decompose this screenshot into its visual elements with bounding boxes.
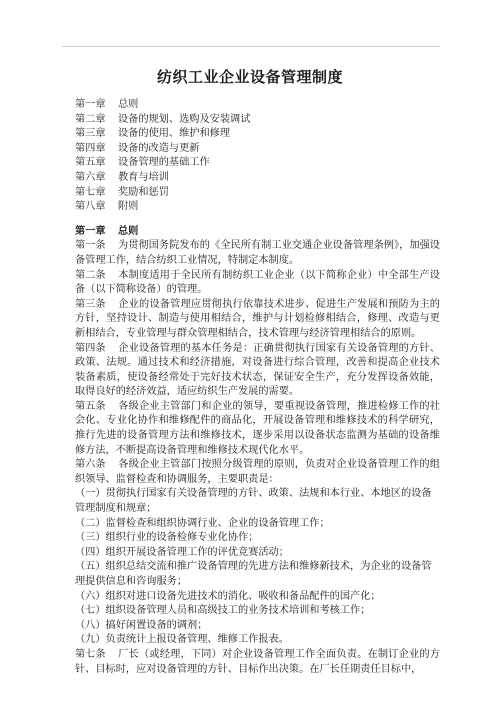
duty-item: （五）组织总结交流和推广设备管理的先进方法和维修新技术，为企业的设备管理提供信息和咨询服务； — [75, 561, 432, 587]
document-title: 纺织工业企业设备管理制度 — [156, 68, 343, 86]
toc-item: 第八章 附则 — [75, 201, 139, 213]
duty-item: （二）监督检查和组织协调行业、企业的设备管理工作； — [75, 517, 330, 529]
chapter-heading: 第一章 总则 — [75, 225, 139, 237]
article-paragraph: 第二条 本制度适用于全民所有制纺织工业企业（以下简称企业）中全部生产设备（以下简称设备）的管理。 — [75, 269, 440, 296]
table-of-contents — [75, 98, 440, 215]
duty-item: （八）搞好闲置设备的调剂； — [75, 619, 208, 631]
article-paragraph: 第六条 各级企业主管部门按照分级管理的原则，负责对企业设备管理工作的组织领导、监督检查和协调服务，主要职责是： — [75, 459, 440, 485]
article-paragraph: 第一条 为贯彻国务院发布的《全民所有制工业交通企业设备管理条例》，加强设备管理工作，结合纺织工业情况，特制定本制度。 — [75, 240, 440, 266]
toc-item: 第三章 设备的使用、维护和修理 — [75, 128, 231, 140]
article-paragraph: 第七条 厂长（或经理，下同）对企业设备管理工作全面负责。在制订企业的方针、目标时，应对设备管理的方针、目标作出决策。在厂长任期责任目标中， — [75, 648, 440, 675]
duty-item: （六）组织对进口设备先进技术的消化、吸收和备品配件的国产化； — [75, 590, 381, 602]
toc-item: 第七章 奖励和惩罚 — [75, 186, 169, 198]
header-rule — [62, 46, 440, 47]
toc-item: 第四章 设备的改造与更新 — [75, 142, 200, 154]
article-paragraph: 第五条 各级企业主管部门和企业的领导，要重视设备管理，推进检修工作的社会化、专业化协作和维修配件的商品化，开展设备管理和维修技术的科学研究，推行先进的设备管理方法和维修技术，逐步采用以设备状态监测为基础的设备维修方法，不断提高设备管理和维修技术现代化水平。 — [75, 400, 440, 456]
toc-item: 第二章 设备的规划、选购及安装调试 — [75, 113, 251, 125]
document-body — [75, 98, 440, 677]
duty-item: （七）组织设备管理人员和高级技工的业务技术培训和考核工作； — [75, 605, 371, 617]
duty-item: （一）贯彻执行国家有关设备管理的方针、政策、法规和本行业、本地区的设备管理制度和规章； — [75, 488, 432, 515]
article-paragraph: 第四条 企业设备管理的基本任务是：正确贯彻执行国家有关设备管理的方针、政策、法规。通过技术和经济措施，对设备进行综合管理，改善和提高企业技术装备素质，使设备经常处于完好技术状态，保证安全生产，充分发挥设备效能，取得良好的经济效益，适应纺织生产发展的需要。 — [75, 342, 440, 398]
duty-item: （九）负责统计上报设备管理、维修工作报表。 — [75, 634, 289, 646]
duty-item: （三）组织行业的设备检修专业化协作； — [75, 532, 259, 544]
duty-item: （四）组织开展设备管理工作的评优竞赛活动； — [75, 546, 289, 558]
article-paragraph: 第三条 企业的设备管理应贯彻执行依靠技术进步、促进生产发展和预防为主的方针，坚持设计、制造与使用相结合，维护与计划检修相结合，修理、改造与更新相结合，专业管理与群众管理相结合，技术管理与经济管理相结合的原则。 — [75, 298, 440, 339]
toc-item: 第六章 教育与培训 — [75, 171, 169, 183]
toc-item: 第五章 设备管理的基础工作 — [75, 157, 210, 169]
toc-item: 第一章 总则 — [75, 99, 139, 110]
